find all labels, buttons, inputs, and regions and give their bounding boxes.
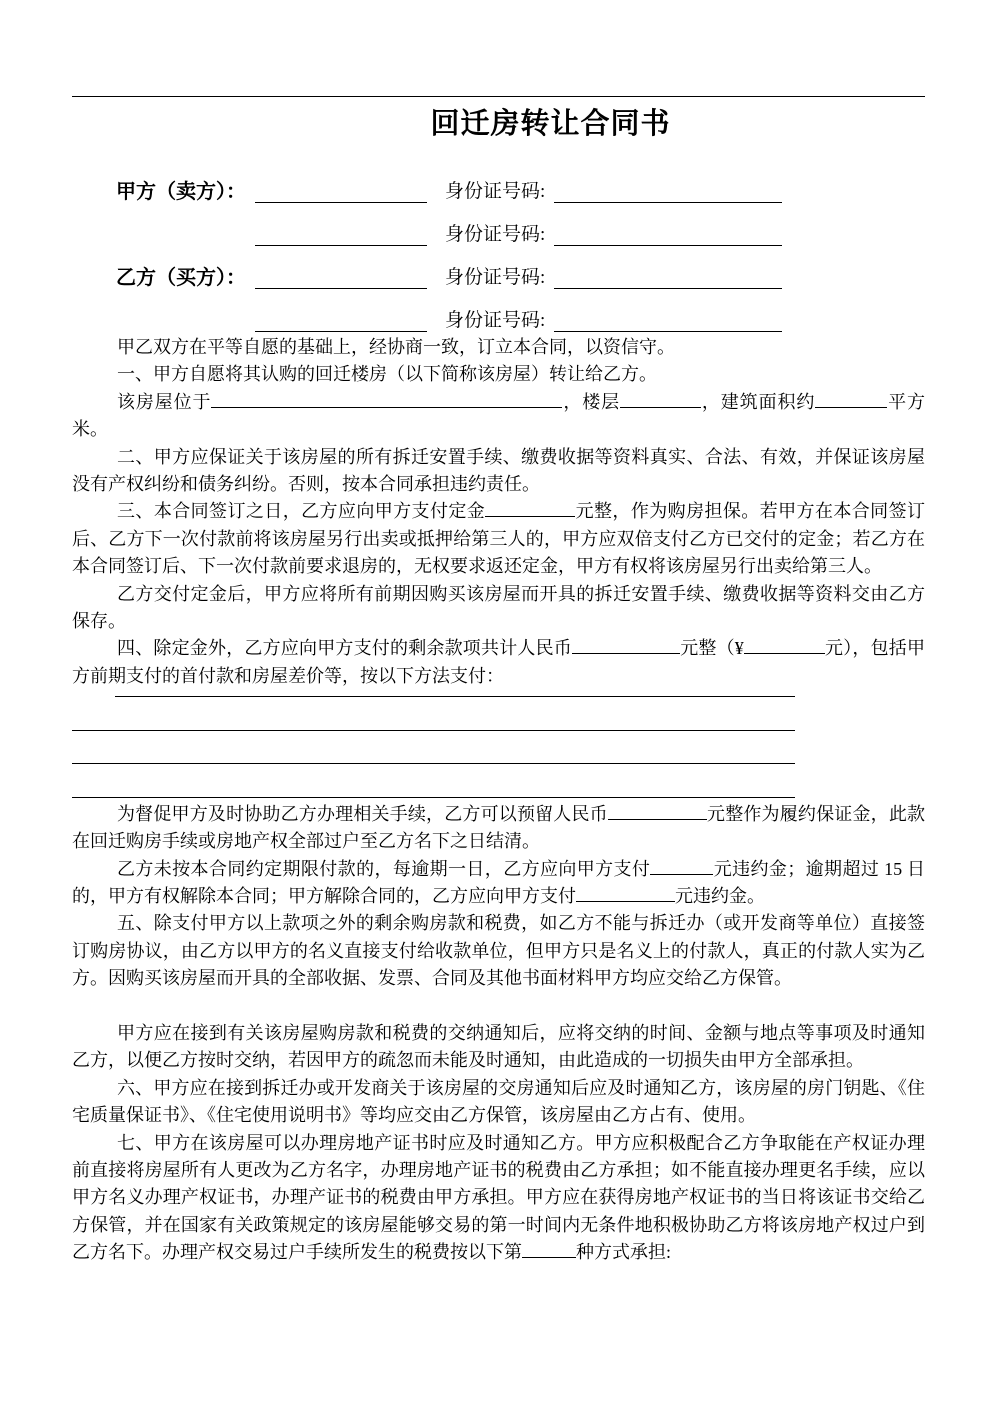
fill-line <box>115 690 795 697</box>
contract-paragraph: 一、甲方自愿将其认购的回迁楼房（以下简称该房屋）转让给乙方。 <box>117 364 657 385</box>
contract-paragraph: 四、除定金外，乙方应向甲方支付的剩余款项共计人民币 元整（¥ 元），包括甲方前期支付的首付款和房屋差价等，按以下方法支付： <box>72 635 925 690</box>
party-row-buyer-2 <box>72 291 925 334</box>
seller-name-blank-2 <box>255 224 427 246</box>
fill-in-blank <box>211 389 562 408</box>
fill-line <box>72 697 795 731</box>
contract-paragraph: 三、本合同签订之日，乙方应向甲方支付定金 元整，作为购房担保。若甲方在本合同签订后、乙方下一次付款前将该房屋另行出卖或抵押给第三人的，甲方应双倍支付乙方已交付的定金；若乙方在本合同签订后、下一次付款前要求退房的，无权要求返还定金，甲方有权将该房屋另行出卖给第三人。 <box>72 498 925 580</box>
id-number-label: 身份证号码: <box>445 224 546 245</box>
party-row-seller <box>72 162 925 205</box>
fill-in-blank <box>620 389 701 408</box>
id-number-blank <box>554 181 782 203</box>
contract-paragraph: 为督促甲方及时协助乙方办理相关手续，乙方可以预留人民币 元整作为履约保证金，此款在回迁购房手续或房地产权全部过户至乙方名下之日结清。 <box>72 801 925 856</box>
fill-in-blank <box>650 856 713 875</box>
header-divider <box>72 96 925 97</box>
parties-section <box>72 162 925 334</box>
party-row-seller-2 <box>72 205 925 248</box>
fill-in-blank <box>576 883 675 902</box>
contract-body <box>72 334 925 1267</box>
buyer-label: 乙方（买方）： <box>116 267 246 289</box>
fill-in-blank <box>815 389 887 408</box>
payment-method-fill-lines <box>72 690 925 798</box>
seller-label: 甲方（卖方）： <box>116 181 246 203</box>
contract-paragraph: 该房屋位于 ，楼层 ，建筑面积约 平方米。 <box>72 389 925 444</box>
party-row-buyer <box>72 248 925 291</box>
contract-paragraph: 乙方交付定金后，甲方应将所有前期因购买该房屋而开具的拆迁安置手续、缴费收据等资料交由乙方保存。 <box>72 583 925 632</box>
id-number-blank <box>554 267 782 289</box>
buyer-name-blank <box>255 267 427 289</box>
contract-paragraph: 乙方未按本合同约定期限付款的，每逾期一日，乙方应向甲方支付 元违约金；逾期超过 15 日的，甲方有权解除本合同；甲方解除合同的，乙方应向甲方支付 元违约金。 <box>72 856 925 911</box>
id-number-blank <box>554 224 782 246</box>
buyer-name-blank-2 <box>255 310 427 332</box>
fill-in-blank <box>485 498 575 517</box>
id-number-label: 身份证号码: <box>445 310 546 331</box>
fill-in-blank <box>522 1239 576 1258</box>
fill-in-blank <box>744 635 825 654</box>
contract-paragraph: 五、除支付甲方以上款项之外的剩余购房款和税费，如乙方不能与拆迁办（或开发商等单位）直接签订购房协议，由乙方以甲方的名义直接支付给收款单位，但甲方只是名义上的付款人，真正的付款人实为乙方。因购买该房屋而开具的全部收据、发票、合同及其他书面材料甲方均应交给乙方保管。 <box>72 913 925 989</box>
contract-paragraph: 二、甲方应保证关于该房屋的所有拆迁安置手续、缴费收据等资料真实、合法、有效，并保证该房屋没有产权纠纷和债务纠纷。否则，按本合同承担违约责任。 <box>72 446 925 495</box>
contract-paragraph: 七、甲方在该房屋可以办理房地产证书时应及时通知乙方。甲方应积极配合乙方争取能在产权证办理前直接将房屋所有人更改为乙方名字，办理房地产证书的税费由乙方承担；如不能直接办理更名手续，应以甲方名义办理产权证书，办理产证书的税费由甲方承担。甲方应在获得房地产权证书的当日将该证书交给乙方保管，并在国家有关政策规定的该房屋能够交易的第一时间内无条件地积极协助乙方将该房地产权过户到乙方名下。办理产权交易过户手续所发生的税费按以下第 种方式承担: <box>72 1132 925 1263</box>
contract-paragraph: 六、甲方应在接到拆迁办或开发商关于该房屋的交房通知后应及时通知乙方，该房屋的房门钥匙、《住宅质量保证书》、《住宅使用说明书》等均应交由乙方保管，该房屋由乙方占有、使用。 <box>72 1077 925 1126</box>
page-title: 回迁房转让合同书 <box>430 108 671 140</box>
fill-in-blank <box>608 801 707 820</box>
fill-in-blank <box>572 635 680 654</box>
id-number-label: 身份证号码: <box>445 267 546 288</box>
id-number-blank <box>554 310 782 332</box>
seller-name-blank <box>255 181 427 203</box>
id-number-label: 身份证号码: <box>445 181 546 202</box>
fill-line <box>72 764 795 798</box>
fill-line <box>72 731 795 765</box>
contract-paragraph: 甲方应在接到有关该房屋购房款和税费的交纳通知后，应将交纳的时间、金额与地点等事项及时通知乙方，以便乙方按时交纳，若因甲方的疏忽而未能及时通知，由此造成的一切损失由甲方全部承担。 <box>72 1023 925 1071</box>
contract-paragraph: 甲乙双方在平等自愿的基础上，经协商一致，订立本合同，以资信守。 <box>117 337 675 357</box>
